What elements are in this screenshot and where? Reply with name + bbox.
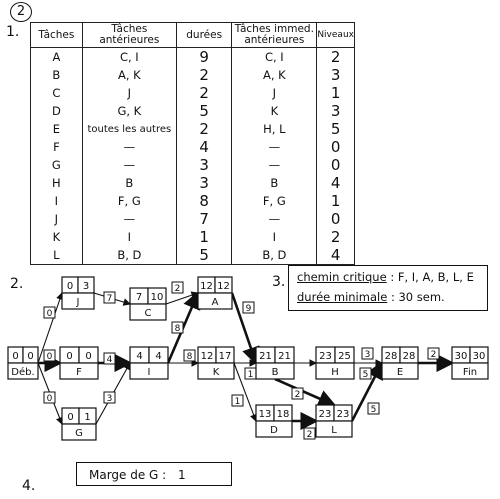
minimum-duration-label: durée minimale [297,290,388,304]
edge-weight: 4 [106,355,113,365]
duration-cell: 8 [176,192,231,210]
node-early-date: 21 [259,351,272,362]
task-cell: J [31,210,83,228]
header-taches: Tâches [31,23,83,48]
duration-cell: 5 [176,102,231,120]
node-D [256,405,292,437]
node-L [316,405,352,437]
node-late-date: 28 [402,351,416,362]
edge-weight: 0 [46,352,53,362]
section-3-number: 3. [272,274,286,290]
task-cell: I [31,192,83,210]
node-late-date: 3 [82,281,90,292]
critical-path-box [288,265,488,311]
node-B [256,347,294,379]
table-row [31,192,355,210]
task-cell: G [31,156,83,174]
task-cell: A [31,48,83,67]
task-cell: K [31,228,83,246]
node-label: A [211,297,219,308]
node-early-date: 12 [200,281,213,292]
immediate-prior-cell: — [232,210,317,228]
edge-weight: 0 [46,394,53,404]
node-late-date: 30 [472,351,486,362]
duration-cell: 9 [176,48,231,67]
header-durees: durées [176,23,231,48]
node-label: Fin [462,367,478,378]
node-fin [452,347,488,379]
table-row [31,174,355,192]
task-cell: H [31,174,83,192]
prior-tasks-cell: B, D [82,246,176,265]
node-label: B [271,367,279,378]
table-row [31,48,355,67]
edge-weight: 8 [186,352,193,362]
minimum-duration-value: : 30 sem. [390,290,445,304]
node-late-date: 23 [336,409,350,420]
task-cell: D [31,102,83,120]
immediate-prior-cell: B [232,174,317,192]
node-A [198,277,232,309]
section-4-number: 4. [22,478,36,494]
prior-tasks-cell: G, K [82,102,176,120]
table-row [31,84,355,102]
level-cell: 0 [317,138,355,156]
immediate-prior-cell: H, L [232,120,317,138]
node-label: G [75,428,83,439]
edge-weight: 7 [106,294,113,304]
node-label: K [212,367,220,378]
prior-tasks-cell: — [82,210,176,228]
prior-tasks-cell: — [82,138,176,156]
level-cell: 1 [317,192,355,210]
edge-weight: 2 [174,284,181,294]
immediate-prior-cell: I [232,228,317,246]
task-cell: E [31,120,83,138]
page-number: 2 [10,2,32,22]
level-cell: 0 [317,156,355,174]
node-early-date: 7 [135,292,143,303]
duration-cell: 3 [176,156,231,174]
duration-cell: 1 [176,228,231,246]
node-late-date: 4 [155,351,162,362]
section-2-number: 2. [10,276,24,292]
duration-cell: 2 [176,84,231,102]
duration-cell: 4 [176,138,231,156]
node-label: D [270,425,278,436]
level-cell: 1 [317,84,355,102]
node-late-date: 0 [27,351,34,362]
immediate-prior-cell: C, I [232,48,317,67]
duration-cell: 7 [176,210,231,228]
node-label: C [144,308,152,319]
task-cell: L [31,246,83,265]
edge-weight: 1 [234,397,241,407]
critical-path-label: chemin critique [297,270,387,284]
node-early-date: 30 [454,351,468,362]
level-cell: 2 [317,228,355,246]
section-1-number: 1. [6,24,20,40]
level-cell: 2 [317,48,355,67]
edge-weight: 1 [247,370,254,380]
prior-tasks-cell: — [82,156,176,174]
node-label: J [76,297,80,308]
node-late-date: 17 [218,351,232,362]
node-late-date: 21 [278,351,291,362]
prior-tasks-cell: I [82,228,176,246]
marge-box [76,462,232,486]
node-C [130,288,166,320]
level-cell: 5 [317,120,355,138]
edge-weight: 5 [362,370,369,380]
edge-weight: 2 [430,350,437,360]
prior-tasks-cell: C, I [82,48,176,67]
level-cell: 4 [317,174,355,192]
level-cell: 4 [317,246,355,265]
header-taches-immed: Tâches immed. antérieures [232,23,317,48]
immediate-prior-cell: J [232,84,317,102]
node-early-date: 13 [258,409,272,420]
table-row [31,228,355,246]
immediate-prior-cell: F, G [232,192,317,210]
node-label: L [331,425,337,436]
node-label: F [76,367,82,378]
edge-weight: 0 [46,309,53,319]
prior-tasks-cell: A, K [82,66,176,84]
node-G [62,408,96,440]
node-late-date: 0 [85,351,92,362]
task-table [30,22,355,265]
marge-label: Marge de G : [89,468,167,482]
level-cell: 3 [317,102,355,120]
duration-cell: 3 [176,174,231,192]
node-label: E [396,367,404,378]
node-early-date: 23 [318,409,332,420]
task-cell: F [31,138,83,156]
edge-weight: 3 [106,394,113,404]
edge-weight: 5 [370,405,377,415]
node-F [60,347,98,379]
node-early-date: 0 [66,351,73,362]
node-deb [8,347,38,379]
node-late-date: 1 [84,412,91,423]
level-cell: 3 [317,66,355,84]
immediate-prior-cell: A, K [232,66,317,84]
node-late-date: 25 [338,351,351,362]
node-late-date: 18 [276,409,290,420]
table-header-row [31,23,355,48]
node-label: I [147,367,151,378]
node-label: Déb. [11,367,35,378]
prior-tasks-cell: F, G [82,192,176,210]
node-early-date: 4 [136,351,143,362]
header-taches-anterieures: Tâches antérieures [82,23,176,48]
marge-value: 1 [178,468,186,482]
node-late-date: 12 [217,281,230,292]
immediate-prior-cell: — [232,138,317,156]
table-row [31,138,355,156]
node-early-date: 0 [66,281,74,292]
edge-weight: 8 [174,324,181,334]
node-I [130,347,168,379]
edge-weight: 3 [364,350,371,360]
table-row [31,156,355,174]
node-early-date: 0 [12,351,19,362]
node-J [62,277,94,309]
table-row [31,102,355,120]
edge-weight: 2 [306,430,313,440]
table-row [31,120,355,138]
task-cell: B [31,66,83,84]
level-cell: 0 [317,210,355,228]
edge-weight: 2 [294,390,301,400]
critical-path-value: : F, I, A, B, L, E [390,270,474,284]
node-early-date: 28 [384,351,398,362]
prior-tasks-cell: toutes les autres [82,120,176,138]
critical-path-line [297,270,474,284]
header-niveaux: Niveaux [317,23,355,48]
prior-tasks-cell: J [82,84,176,102]
node-label: H [331,367,339,378]
edge-weight: 9 [245,304,252,314]
immediate-prior-cell: — [232,156,317,174]
node-E [382,347,418,379]
prior-tasks-cell: B [82,174,176,192]
node-K [198,347,234,379]
immediate-prior-cell: K [232,102,317,120]
task-cell: C [31,84,83,102]
node-early-date: 12 [200,351,214,362]
edge-B-L [275,379,334,405]
node-early-date: 0 [67,412,74,423]
table-row [31,210,355,228]
node-H [316,347,354,379]
duration-cell: 5 [176,246,231,265]
duration-cell: 2 [176,120,231,138]
minimum-duration-line [297,290,445,304]
table-row [31,66,355,84]
immediate-prior-cell: B, D [232,246,317,265]
duration-cell: 2 [176,66,231,84]
node-early-date: 23 [319,351,332,362]
node-late-date: 10 [150,292,164,303]
